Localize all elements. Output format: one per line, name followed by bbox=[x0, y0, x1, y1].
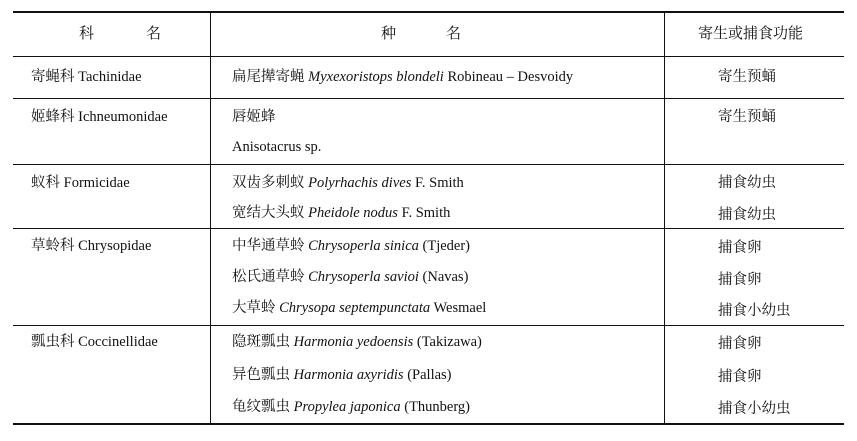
function-cell: 捕食卵 bbox=[718, 272, 762, 288]
function-cell: 捕食幼虫 bbox=[718, 175, 776, 191]
column-separator bbox=[664, 12, 665, 424]
function-cell: 捕食小幼虫 bbox=[718, 303, 791, 319]
species-name: 宽结大头蚁 Pheidole nodus F. Smith bbox=[232, 205, 451, 221]
header-family-char1: 科 bbox=[79, 26, 95, 42]
column-separator bbox=[210, 12, 211, 424]
species-name: 唇姬蜂 bbox=[232, 109, 276, 125]
group-divider bbox=[13, 98, 844, 99]
group-divider bbox=[13, 164, 844, 165]
species-name: 中华通草蛉 Chrysoperla sinica (Tjeder) bbox=[232, 238, 471, 254]
family-name: 草蛉科 Chrysopidae bbox=[31, 238, 152, 254]
species-name: Anisotacrus sp. bbox=[232, 139, 322, 155]
header-species-char1: 种 bbox=[381, 26, 397, 42]
species-name: 扁尾撵寄蝇 Myxexoristops blondeli Robineau – Desvoidy bbox=[232, 69, 574, 85]
function-cell: 捕食卵 bbox=[718, 336, 762, 352]
family-name: 蚁科 Formicidae bbox=[31, 175, 130, 191]
table-bottom-rule bbox=[13, 423, 844, 425]
function-cell: 寄生预蛹 bbox=[718, 69, 776, 85]
header-family-char2: 名 bbox=[146, 26, 162, 42]
function-cell: 捕食卵 bbox=[718, 369, 762, 385]
species-name: 异色瓢虫 Harmonia axyridis (Pallas) bbox=[232, 367, 452, 383]
header-species-char2: 名 bbox=[446, 26, 462, 42]
group-divider bbox=[13, 228, 844, 229]
family-name: 瓢虫科 Coccinellidae bbox=[31, 334, 158, 350]
family-name: 寄蝇科 Tachinidae bbox=[31, 69, 142, 85]
species-name: 隐斑瓢虫 Harmonia yedoensis (Takizawa) bbox=[232, 334, 482, 350]
species-name: 松氏通草蛉 Chrysoperla savioi (Navas) bbox=[232, 269, 469, 285]
species-name: 双齿多刺蚁 Polyrhachis dives F. Smith bbox=[232, 175, 464, 191]
group-divider bbox=[13, 325, 844, 326]
table-top-rule bbox=[13, 11, 844, 13]
family-name: 姬蜂科 Ichneumonidae bbox=[31, 109, 168, 125]
function-cell: 捕食幼虫 bbox=[718, 207, 776, 223]
species-name: 龟纹瓢虫 Propylea japonica (Thunberg) bbox=[232, 399, 471, 415]
function-cell: 捕食卵 bbox=[718, 240, 762, 256]
species-name: 大草蛉 Chrysopa septempunctata Wesmael bbox=[232, 300, 487, 316]
function-cell: 捕食小幼虫 bbox=[718, 401, 791, 417]
function-cell: 寄生预蛹 bbox=[718, 109, 776, 125]
header-function: 寄生或捕食功能 bbox=[698, 26, 804, 42]
header-bottom-rule bbox=[13, 56, 844, 57]
